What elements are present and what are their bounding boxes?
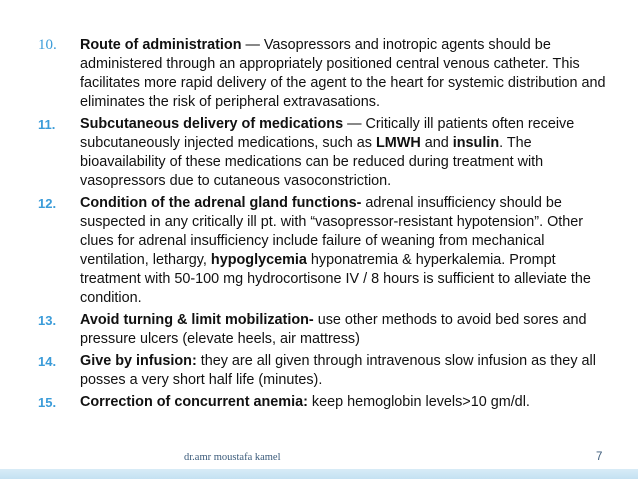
item-body: they are all given through intravenous slow infusion as they all posses a very short half life (minutes). xyxy=(80,353,596,388)
item-number: 12. xyxy=(38,196,57,211)
item-title: Condition of the adrenal gland functions- xyxy=(80,195,362,211)
item-bold-term: insulin xyxy=(452,135,500,151)
page-number: 7 xyxy=(596,451,603,463)
item-title: Correction of concurrent anemia: xyxy=(80,394,308,410)
footer-band xyxy=(0,469,638,479)
list-item xyxy=(0,352,638,390)
item-title: Avoid turning & limit mobilization- xyxy=(80,312,314,328)
item-body: use other methods to avoid bed sores and pressure ulcers (elevate heels, air mattress) xyxy=(80,312,587,347)
item-number: 10. xyxy=(38,37,57,53)
item-bold-term: hypoglycemia xyxy=(210,252,307,268)
item-body: Critically ill patients often receive subcutaneously injected medications, such as xyxy=(80,116,575,151)
item-number: 13. xyxy=(38,313,57,328)
item-separator: — xyxy=(241,37,264,53)
item-body: adrenal insufficiency should be suspected in any critically ill pt. with “vasopressor-resistant hypotension”. Other clues for adrenal insufficiency include failure of weaning from mechanical ventilation, lethargy, xyxy=(80,195,584,268)
list-item xyxy=(0,36,638,112)
item-bold-term: LMWH xyxy=(375,135,421,151)
list-item xyxy=(0,115,638,191)
item-number: 11. xyxy=(38,117,56,132)
item-title: Give by infusion: xyxy=(80,353,197,369)
footer-author: dr.amr moustafa kamel xyxy=(184,452,281,463)
item-number: 15. xyxy=(38,395,57,410)
item-body: keep hemoglobin levels>10 gm/dl. xyxy=(307,394,530,410)
list-item xyxy=(0,194,638,308)
item-body: . The bioavailability of these medications can be reduced during treatment with vasopressors due to cutaneous vasoconstriction. xyxy=(80,135,544,189)
numbered-list xyxy=(0,36,638,415)
item-body: hyponatremia & hyperkalemia. Prompt treatment with 50-100 mg hydrocortisone IV / 8 hours is sufficient to alleviate the condition. xyxy=(80,252,591,306)
item-body: and xyxy=(420,135,453,151)
item-body: Vasopressors and inotropic agents should be administered through an appropriately positioned central venous catheter. This facilitates more rapid delivery of the agent to the heart for systemic distribution and eliminates the risk of peripheral extravasations. xyxy=(80,37,606,110)
list-item xyxy=(0,311,638,349)
item-title: Subcutaneous delivery of medications xyxy=(80,116,344,132)
list-item xyxy=(0,393,638,412)
item-number: 14. xyxy=(38,354,57,369)
item-title: Route of administration xyxy=(80,37,242,53)
item-separator: — xyxy=(343,116,366,132)
